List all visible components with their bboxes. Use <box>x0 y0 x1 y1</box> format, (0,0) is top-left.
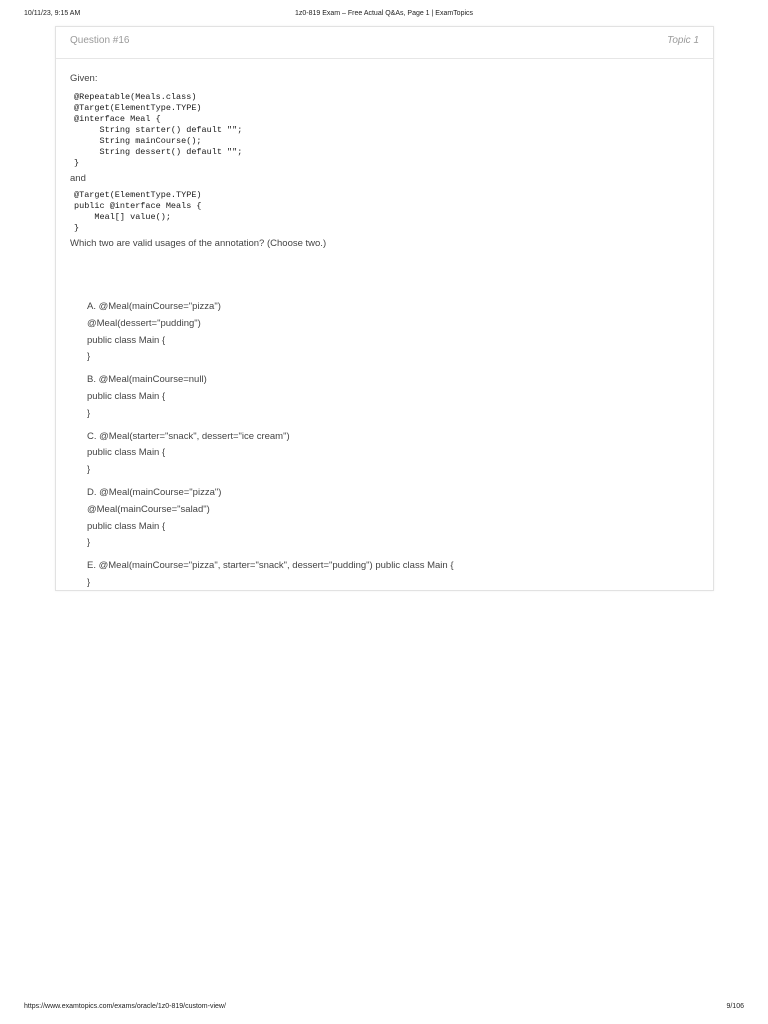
answer-option-e[interactable] <box>87 558 454 592</box>
option-line: } <box>87 407 91 419</box>
answer-option-c[interactable] <box>87 429 454 479</box>
option-line: C. @Meal(starter="snack", dessert="ice cream") <box>87 430 290 442</box>
option-line: E. @Meal(mainCourse="pizza", starter="snack", dessert="pudding") public class Main { <box>87 560 454 572</box>
code-block-meals: @Target(ElementType.TYPE) public @interface Meals { Meal[] value(); } <box>74 190 202 233</box>
given-label: Given: <box>70 73 98 84</box>
answer-option-a[interactable] <box>87 299 454 366</box>
print-page-title: 1z0-819 Exam – Free Actual Q&As, Page 1 | ExamTopics <box>294 10 474 17</box>
topic-label: Topic 1 <box>667 35 699 46</box>
option-line: public class Main { <box>87 390 166 402</box>
question-header <box>56 27 713 59</box>
option-line: B. @Meal(mainCourse=null) <box>87 374 207 386</box>
option-line: } <box>87 576 91 588</box>
print-page-number: 9/106 <box>726 1003 744 1010</box>
and-label: and <box>70 173 86 184</box>
print-url: https://www.examtopics.com/exams/oracle/1z0-819/custom-view/ <box>24 1003 226 1010</box>
option-line: public class Main { <box>87 447 166 459</box>
option-line: public class Main { <box>87 520 166 532</box>
question-prompt: Which two are valid usages of the annotation? (Choose two.) <box>70 238 327 249</box>
answer-option-b[interactable] <box>87 372 454 422</box>
option-line: public class Main { <box>87 334 166 346</box>
option-line: } <box>87 464 91 476</box>
answer-options <box>87 299 454 598</box>
option-line: @Meal(dessert="pudding") <box>87 317 201 329</box>
option-line: @Meal(mainCourse="salad") <box>87 503 210 515</box>
question-number: Question #16 <box>70 35 130 46</box>
print-footer <box>24 1003 744 1015</box>
option-line: } <box>87 537 91 549</box>
code-block-meal: @Repeatable(Meals.class) @Target(ElementType.TYPE) @interface Meal { String starter() default ""; String mainCourse(); String dessert() default ""; } <box>74 92 243 168</box>
option-line: } <box>87 351 91 363</box>
answer-option-d[interactable] <box>87 485 454 552</box>
option-line: D. @Meal(mainCourse="pizza") <box>87 486 222 498</box>
print-header <box>24 10 744 22</box>
question-card <box>55 26 714 591</box>
print-date: 10/11/23, 9:15 AM <box>24 10 81 17</box>
option-line: A. @Meal(mainCourse="pizza") <box>87 301 221 312</box>
